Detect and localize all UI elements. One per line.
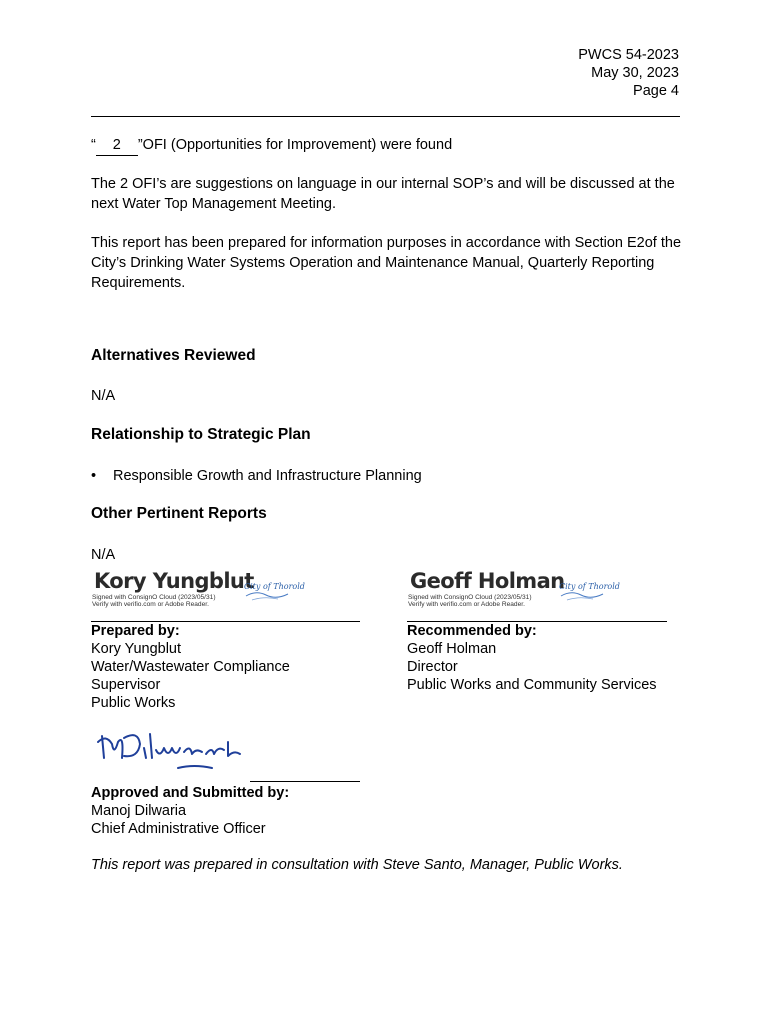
- prepared-by-label: Prepared by:: [91, 623, 180, 639]
- signature-note-1: Signed with ConsignO Cloud (2023/05/31): [92, 594, 216, 601]
- other-reports-body: N/A: [91, 547, 116, 563]
- bullet-icon: •: [91, 468, 97, 484]
- city-logo-icon: [557, 578, 620, 604]
- prepared-by-name: Kory Yungblut: [91, 641, 182, 657]
- signature-note-2: Verify with verifio.com or Adobe Reader.: [408, 601, 525, 608]
- recommended-by-block: [407, 622, 657, 694]
- strategic-bullet-item: [91, 466, 422, 486]
- ofi-text: ”OFI (Opportunities for Improvement) were found: [137, 137, 453, 153]
- signature-line: [250, 781, 360, 782]
- recommended-by-dept: Public Works and Community Services: [407, 677, 657, 693]
- header-rule: [91, 116, 680, 117]
- approved-by-title: Chief Administrative Officer: [91, 821, 266, 837]
- paragraph-report-purpose: This report has been prepared for information purposes in accordance with Section E2of the City’s Drinking Water Systems Operation and Maintenance Manual, Quarterly Reporting Requirements.: [91, 235, 682, 291]
- approved-by-label: Approved and Submitted by:: [91, 785, 290, 801]
- svg-text:City of Thorold: City of Thorold: [559, 582, 620, 591]
- signature-note-2: Verify with verifio.com or Adobe Reader.: [92, 601, 209, 608]
- prepared-by-title-2: Supervisor: [91, 677, 161, 693]
- approved-by-name: Manoj Dilwaria: [91, 803, 187, 819]
- recommended-by-name: Geoff Holman: [407, 641, 497, 657]
- heading-strategic-plan: Relationship to Strategic Plan: [91, 426, 311, 443]
- report-number: PWCS 54-2023: [578, 47, 679, 63]
- prepared-by-block: [91, 622, 290, 712]
- ofi-open-quote: “: [91, 137, 96, 153]
- approved-by-block: [91, 784, 289, 838]
- city-logo-icon: [242, 578, 305, 604]
- ofi-count: 2: [96, 135, 138, 156]
- signature-geoff-holman: Geoff Holman: [410, 569, 565, 593]
- page-number: Page 4: [633, 83, 679, 99]
- signature-kory-yungblut: Kory Yungblut: [94, 569, 254, 593]
- signature-note-1: Signed with ConsignO Cloud (2023/05/31): [408, 594, 532, 601]
- alternatives-body: N/A: [91, 388, 116, 404]
- report-date: May 30, 2023: [591, 65, 679, 81]
- handwritten-signature-manoj-dilwaria: [94, 728, 244, 774]
- prepared-by-title: Water/Wastewater Compliance: [91, 659, 290, 675]
- prepared-by-dept: Public Works: [91, 695, 176, 711]
- consultation-note: This report was prepared in consultation with Steve Santo, Manager, Public Works.: [91, 857, 623, 873]
- svg-text:City of Thorold: City of Thorold: [244, 582, 305, 591]
- heading-alternatives: Alternatives Reviewed: [91, 347, 256, 364]
- recommended-by-label: Recommended by:: [407, 623, 537, 639]
- paragraph-ofi-details: The 2 OFI’s are suggestions on language in our internal SOP’s and will be discussed at the next Water Top Management Meeting.: [91, 176, 675, 212]
- ofi-line: [91, 135, 452, 156]
- strategic-bullet-text: Responsible Growth and Infrastructure Planning: [113, 468, 422, 484]
- recommended-by-title: Director: [407, 659, 458, 675]
- heading-other-reports: Other Pertinent Reports: [91, 505, 267, 522]
